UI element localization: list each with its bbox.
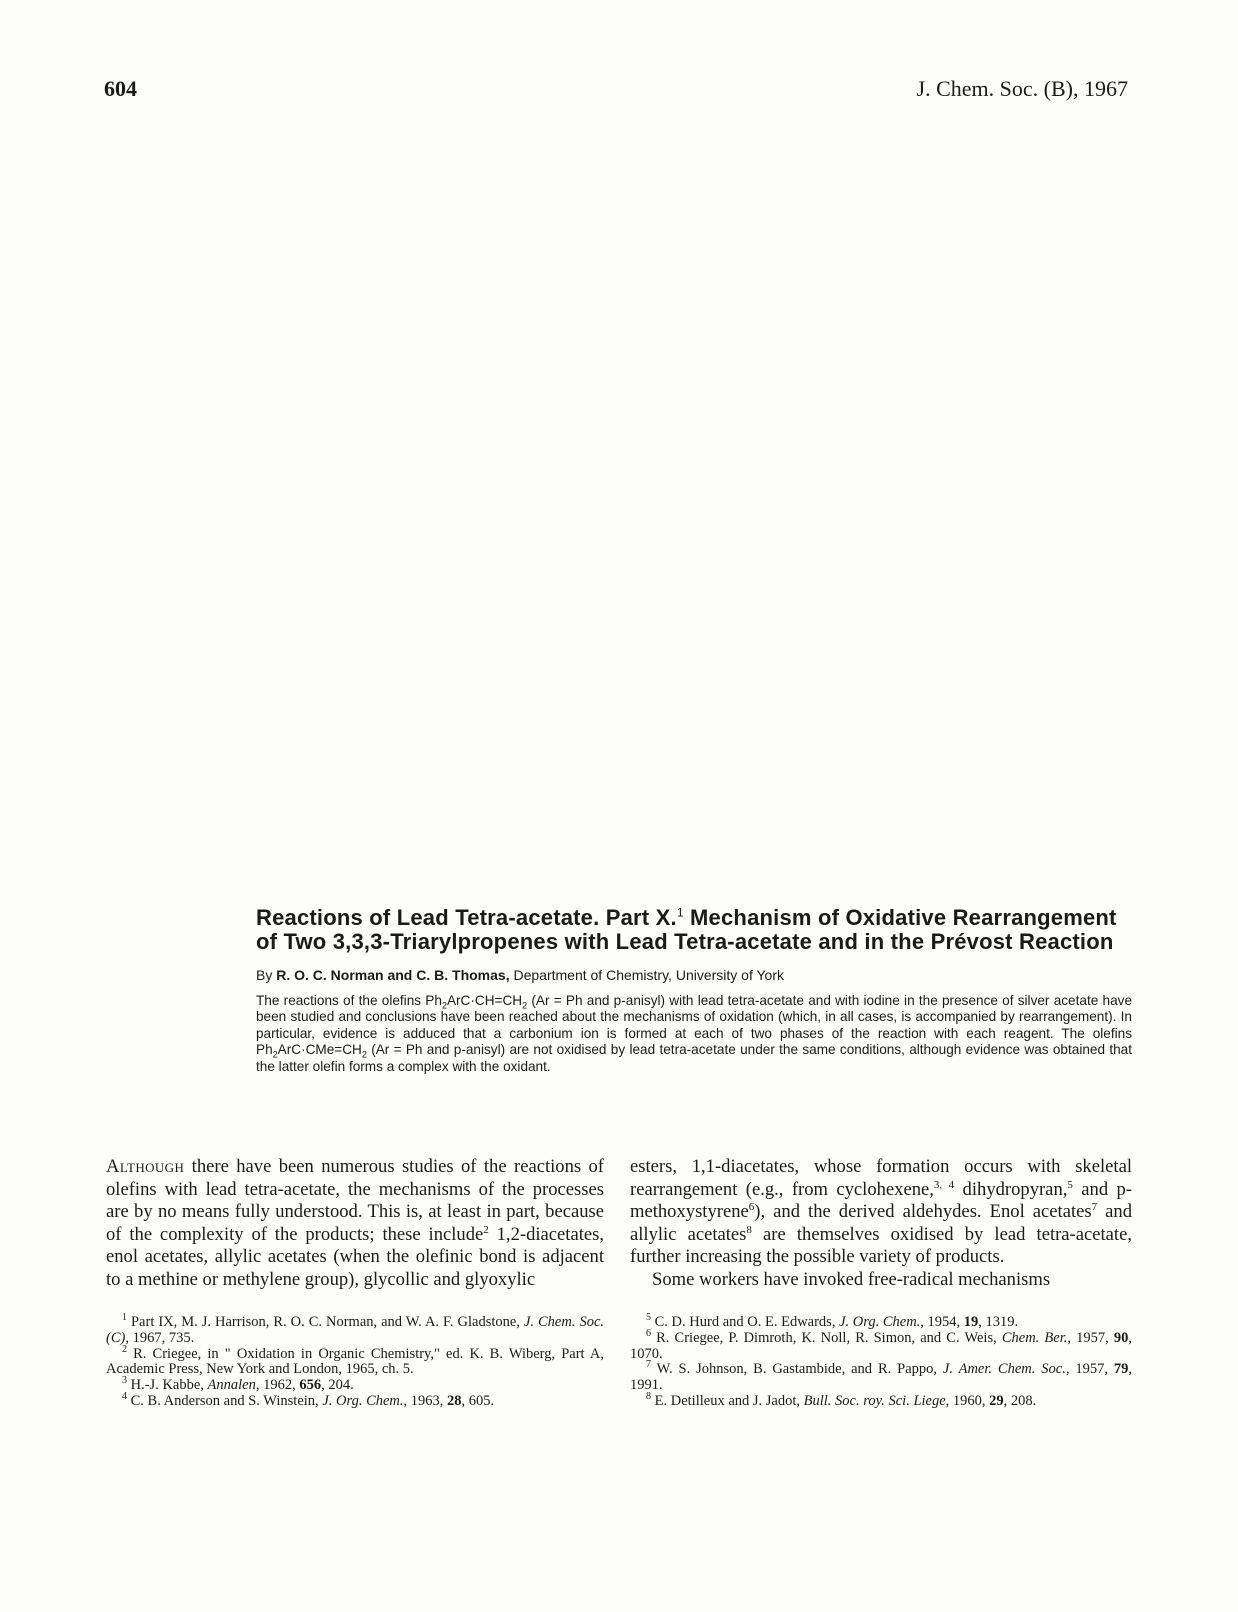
body-text: and p-methoxystyrene	[630, 1178, 1133, 1222]
footnote-text: , 1954,	[920, 1314, 964, 1330]
footnote-journal: J. Org. Chem.	[839, 1314, 921, 1330]
footnote	[106, 1375, 604, 1394]
footnote-journal: J. Amer. Chem. Soc.	[942, 1361, 1066, 1378]
footnote-volume: 79	[1113, 1361, 1129, 1378]
affiliation: Department of Chemistry, University of York	[509, 967, 784, 983]
ref-marker: 2	[483, 1223, 489, 1236]
footnote-text: Part IX, M. J. Harrison, R. O. C. Norman, and W. A. F. Gladstone,	[127, 1314, 524, 1330]
footnote-journal: Chem. Ber.	[1001, 1329, 1068, 1346]
footnote-volume: 28	[447, 1392, 462, 1409]
footnote-number: 1	[122, 1312, 127, 1324]
footnote-journal: J. Chem. Soc. (C)	[106, 1314, 605, 1346]
footnote-volume: 29	[989, 1392, 1004, 1409]
authors: R. O. C. Norman and C. B. Thomas,	[276, 967, 510, 983]
footnote-number: 5	[646, 1312, 651, 1324]
abstract-subscript: 2	[361, 1049, 367, 1060]
abstract-text: (Ar = Ph and p-anisyl) with lead tetra-acetate and with iodine in the presence of silver acetate have been studied and conclusions have been reached about the mechanisms of oxidation (which, in all cases, is accompanied by rearrangement). In particular, evidence is adduced that a carbonium ion is formed at each of two phases of the reaction with each reagent. The olefins Ph	[256, 993, 1132, 1058]
footnote-volume: 656	[299, 1377, 322, 1394]
body-column-left	[106, 1156, 604, 1291]
abstract-text: (Ar = Ph and p-anisyl) are not oxidised by lead tetra-acetate under the same conditions, although evidence was obtained that the latter olefin forms a complex with the oxidant.	[256, 1042, 1132, 1074]
abstract-subscript: 2	[522, 1000, 528, 1011]
footnote-text: R. Criegee, P. Dimroth, K. Noll, R. Simon, and C. Weis,	[651, 1329, 1002, 1346]
abstract-subscript: 2	[272, 1049, 278, 1060]
body-text: dihydropyran,	[954, 1178, 1068, 1200]
body-paragraph	[630, 1269, 1132, 1292]
footnote	[630, 1391, 1132, 1410]
title-part-a: Reactions of Lead Tetra-acetate. Part X.	[256, 905, 677, 930]
footnote-volume: 90	[1113, 1329, 1129, 1346]
article-header	[256, 906, 1132, 1075]
title-footnote-ref: 1	[676, 905, 684, 920]
footnote-journal: Bull. Soc. roy. Sci. Liege	[803, 1392, 946, 1409]
body-text: there have been numerous studies of the reactions of olefins with lead tetra-acetate, the mechanisms of the processes are by no means fully understood. This is, at least in part, because of the complexity of the products; these include	[106, 1156, 604, 1245]
article-title	[256, 906, 1132, 954]
byline-by: By	[256, 967, 277, 983]
footnote-volume: 19	[963, 1314, 979, 1330]
body-text: are themselves oxidised by lead tetra-acetate, further increasing the possible variety of products.	[630, 1223, 1132, 1267]
footnote-number: 3	[122, 1375, 127, 1387]
footnote	[630, 1312, 1132, 1331]
body-paragraph	[630, 1156, 1132, 1269]
abstract-text: The reactions of the olefins Ph	[256, 993, 442, 1008]
footnote	[106, 1343, 604, 1379]
footnote-text: , 1991.	[630, 1361, 1132, 1394]
footnote-text: , 1070.	[630, 1329, 1132, 1362]
body-paragraph	[106, 1156, 604, 1291]
footnote-text: , 1957,	[1065, 1361, 1114, 1378]
byline	[256, 966, 1132, 984]
footnote-number: 6	[646, 1327, 651, 1339]
footnote-number: 2	[122, 1343, 127, 1355]
body-text: ), and the derived aldehydes. Enol acetates	[754, 1201, 1092, 1222]
footnote-text: C. B. Anderson and S. Winstein,	[127, 1392, 323, 1409]
footnotes-left	[106, 1312, 605, 1410]
footnote-number: 4	[122, 1391, 127, 1403]
body-text: and allylic acetates	[630, 1201, 1132, 1245]
footnote-text: R. Criegee, in " Oxidation in Organic Chemistry," ed. K. B. Wiberg, Part A, Academic Press, New York and London, 1965, ch. 5.	[106, 1345, 604, 1378]
footnote-journal: Annalen	[207, 1377, 256, 1394]
footnote	[106, 1312, 605, 1347]
page-number: 604	[104, 76, 137, 101]
body-text: Some workers have invoked free-radical mechanisms	[652, 1268, 1051, 1290]
body-text: 1,2-diacetates, enol acetates, allylic acetates (when the olefinic bond is adjacent to a methine or methylene group), glycollic and glyoxylic	[106, 1223, 605, 1290]
footnote-text: , 208.	[1003, 1392, 1037, 1409]
ref-marker: 7	[1091, 1200, 1098, 1213]
footnote-text: , 605.	[461, 1392, 495, 1409]
title-part-b: Mechanism of Oxidative Rearrangement of Two 3,3,3-Triarylpropenes with Lead Tetra-acetate and in the Prévost Reaction	[256, 905, 1117, 954]
footnote-number: 8	[646, 1391, 651, 1403]
footnote-text: H.-J. Kabbe,	[127, 1377, 208, 1394]
ref-marker: 5	[1067, 1178, 1073, 1191]
abstract-subscript: 2	[441, 1000, 447, 1011]
footnote	[106, 1391, 604, 1410]
ref-marker: 8	[746, 1223, 752, 1236]
footnote-text: , 1960,	[945, 1392, 990, 1409]
ref-marker: 3, 4	[933, 1178, 955, 1191]
footnote-journal: J. Org. Chem.	[322, 1392, 404, 1409]
abstract-text: ArC·CH=CH	[446, 993, 523, 1008]
footnote-text: C. D. Hurd and O. E. Edwards,	[651, 1314, 840, 1330]
footnote	[630, 1359, 1132, 1394]
footnotes-right	[630, 1312, 1132, 1410]
footnote-text: W. S. Johnson, B. Gastambide, and R. Pappo,	[651, 1361, 943, 1378]
abstract	[256, 993, 1132, 1075]
footnote-text: , 1319.	[978, 1314, 1019, 1330]
footnote-text: , 1967, 735.	[125, 1329, 195, 1346]
footnote-text: , 204.	[321, 1377, 354, 1394]
footnote-text: , 1963,	[403, 1392, 448, 1409]
abstract-text: ArC·CMe=CH	[277, 1042, 362, 1058]
footnote-text: , 1962,	[255, 1377, 300, 1394]
footnote-text: E. Detilleux and J. Jadot,	[651, 1392, 804, 1409]
footnote-number: 7	[646, 1359, 651, 1371]
footnote-text: , 1957,	[1067, 1329, 1114, 1346]
journal-running-head: J. Chem. Soc. (B), 1967	[916, 76, 1128, 101]
footnote	[630, 1327, 1132, 1363]
body-column-right	[630, 1156, 1132, 1291]
ref-marker: 6	[748, 1200, 755, 1213]
body-text: esters, 1,1-diacetates, whose formation occurs with skeletal rearrangement (e.g., from cyclohexene,	[630, 1156, 1132, 1200]
lead-word: Although	[106, 1156, 185, 1177]
